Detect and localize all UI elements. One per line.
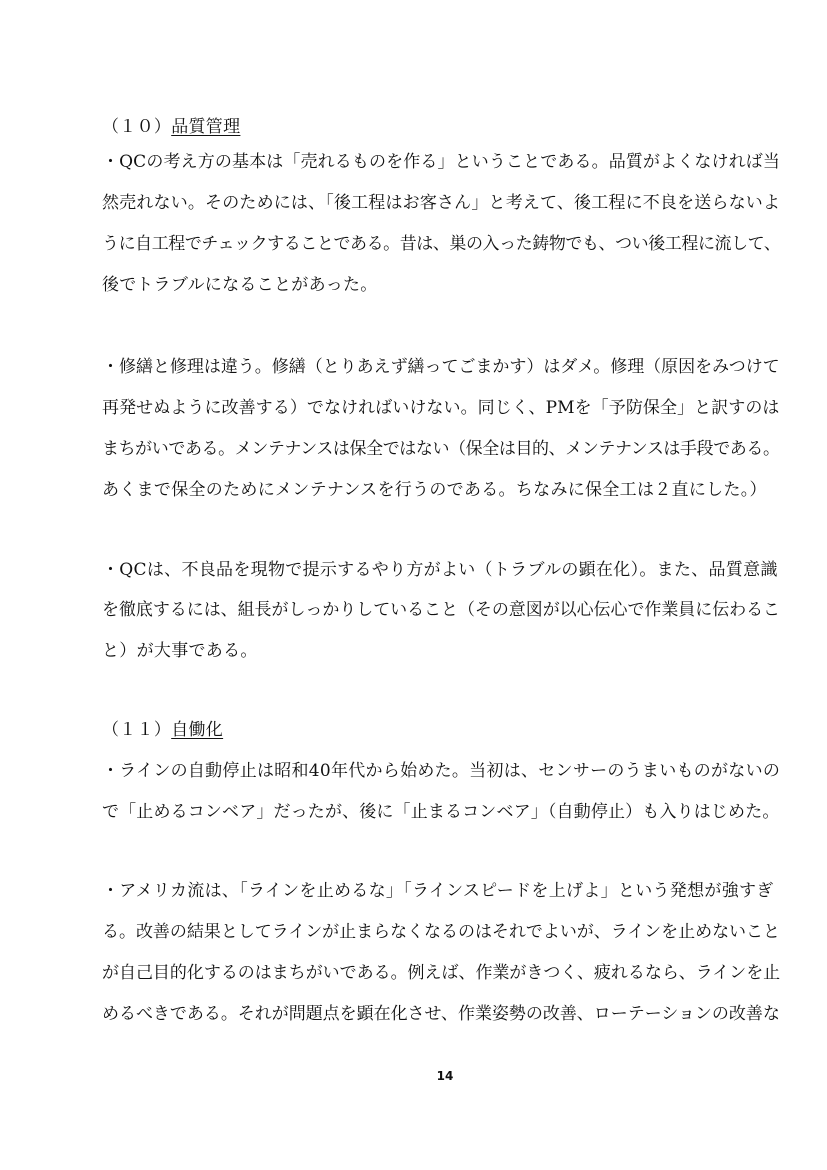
text-line: ・QCの考え方の基本は「売れるものを作る」ということである。品質がよくなければ当 bbox=[102, 152, 780, 172]
text-line: 再発せぬように改善する）でなければいけない。同じく、PMを「予防保全」と訳すのは bbox=[102, 398, 780, 418]
text-line: まちがいである。メンテナンスは保全ではない（保全は目的、メンテナンスは手段である。 bbox=[102, 439, 780, 459]
text-line: ・アメリカ流は、「ラインを止めるな」「ラインスピードを上げよ」という発想が強すぎ bbox=[102, 881, 774, 901]
text-line: あくまで保全のためにメンテナンスを行うのである。ちなみに保全工は２直にした。） bbox=[102, 480, 767, 500]
text-line: ・修繕と修理は違う。修繕（とりあえず繕ってごまかす）はダメ。修理（原因をみつけて bbox=[102, 357, 780, 377]
text-line: うに自工程でチェックすることである。昔は、巣の入った鋳物でも、つい後工程に流して、 bbox=[102, 234, 781, 254]
section-number: （１０） bbox=[102, 117, 172, 137]
text-line: ・QCは、不良品を現物で提示するやり方がよい（トラブルの顕在化）。また、品質意識 bbox=[102, 560, 778, 580]
text-line: 後でトラブルになることがあった。 bbox=[102, 275, 378, 295]
section-number: （１１） bbox=[102, 720, 172, 740]
text-line: で「止めるコンベア」だったが、後に「止まるコンベア」（自動停止）も入りはじめた。 bbox=[102, 802, 780, 822]
section-title: 自働化 bbox=[171, 720, 224, 740]
text-line: ・ラインの自動停止は昭和40年代から始めた。当初は、センサーのうまいものがないの bbox=[102, 761, 781, 781]
section-title: 品質管理 bbox=[171, 117, 241, 137]
text-line: が自己目的化するのはまちがいである。例えば、作業がきつく、疲れるなら、ラインを止 bbox=[102, 963, 781, 983]
text-line: めるべきである。それが問題点を顕在化させ、作業姿勢の改善、ローテーションの改善な bbox=[102, 1004, 780, 1024]
text-line: る。改善の結果としてラインが止まらなくなるのはそれでよいが、ラインを止めないこと bbox=[102, 922, 780, 942]
page-number: 14 bbox=[436, 1069, 454, 1083]
section-heading-10 bbox=[102, 117, 240, 137]
text-line: を徹底するには、組長がしっかりしていること（その意図が以心伝心で作業員に伝わるこ bbox=[102, 600, 780, 620]
text-line: 然売れない。そのためには、「後工程はお客さん」と考えて、後工程に不良を送らないよ bbox=[102, 193, 781, 213]
section-heading-11 bbox=[102, 720, 223, 740]
text-line: と）が大事である。 bbox=[102, 641, 258, 661]
